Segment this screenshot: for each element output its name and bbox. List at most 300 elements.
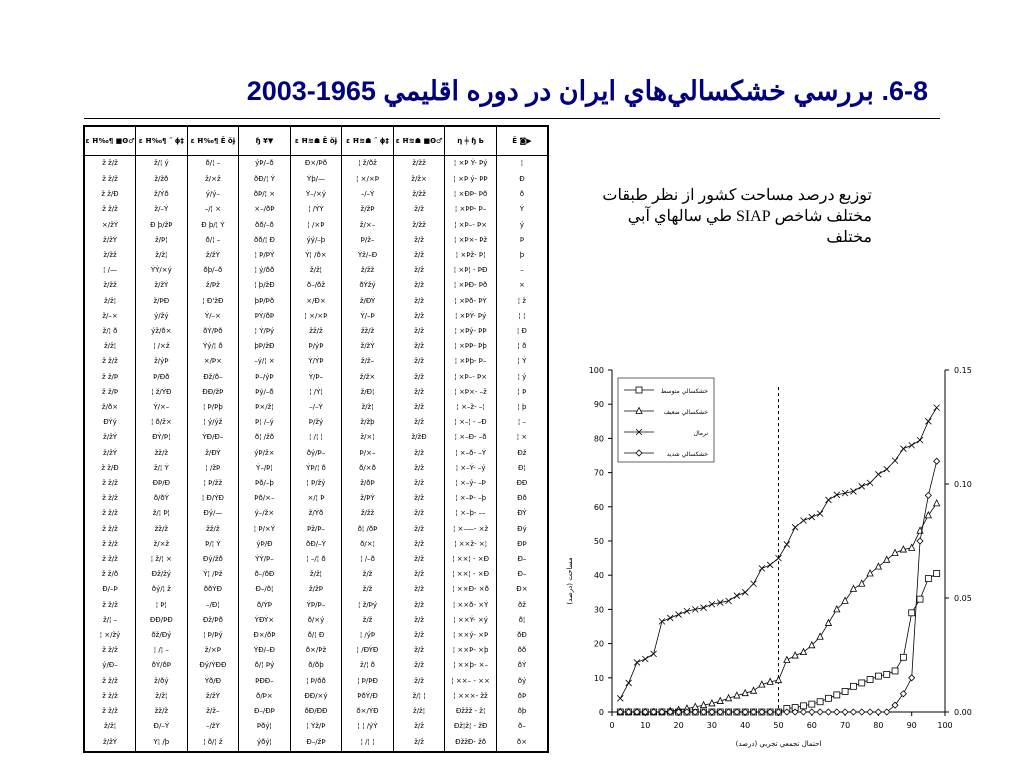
table-cell: Ð–/ð¦ [239, 582, 291, 597]
table-cell: ð¦ /žð [239, 430, 291, 445]
data-point [842, 688, 848, 694]
y-tick-label: 50 [593, 537, 604, 546]
table-cell: ðÐ [496, 628, 548, 643]
table-cell: ž/¦ Ý [136, 461, 188, 476]
table-cell: ¦ /¦ ¦ [290, 430, 342, 445]
data-point [909, 675, 915, 681]
table-header-cell: ɧ ¥▼ [239, 126, 291, 156]
table-cell: Ý¦ /ð× [290, 248, 342, 263]
table-cell: ¦ Þ/ÞÐ [342, 674, 394, 689]
table-cell: Þðý¦ [239, 719, 291, 734]
table-cell: ž/ž [393, 628, 445, 643]
table-cell: ¦ ×Þ Ý- Þý [445, 156, 497, 172]
table-header-cell: ε Ħ≋☗ Ē ǒɉ [290, 126, 342, 156]
table-cell: ¦ Ð [496, 324, 548, 339]
table-cell: ¦ ý/ðð [239, 263, 291, 278]
table-cell: ž/ž [393, 491, 445, 506]
data-point [800, 703, 806, 709]
table-cell: ž ž/Ð [84, 461, 136, 476]
table-cell: ž/žÝ [84, 734, 136, 752]
table-cell: ž ž/ž [84, 354, 136, 369]
y-tick-label: 40 [593, 571, 604, 581]
y2-tick-label: 0.05 [954, 594, 972, 603]
table-cell: Ð/–Ý [136, 719, 188, 734]
table-cell: ¦ Ý/Þý [239, 324, 291, 339]
table-cell: ÐÝ [496, 506, 548, 521]
data-point [875, 471, 881, 477]
table-cell: ý [496, 217, 548, 232]
table-header-row [84, 126, 548, 156]
table-cell: ž/ž [393, 354, 445, 369]
data-point [817, 633, 823, 639]
table-cell: ÐÞ [496, 537, 548, 552]
table-cell: ¦ Ð/ÝÐ [187, 491, 239, 506]
table-cell: ¦ ×Þ–- Þ× [445, 217, 497, 232]
table-cell: ž/ž [393, 476, 445, 491]
table-cell: ðÝ/Þð [187, 324, 239, 339]
table-cell: ž/žÝ [342, 339, 394, 354]
table-cell: ž/ž [393, 613, 445, 628]
table-cell: ž/žž [84, 248, 136, 263]
table-cell: Ðý/žð [187, 552, 239, 567]
table-cell: ž/ð× [84, 400, 136, 415]
table-cell: ðð [496, 643, 548, 658]
table-cell: ×–/ðÞ [239, 202, 291, 217]
table-cell: ð/¦ Þý [239, 658, 291, 673]
table-header-cell: ε Ħ‰¶ ■ʘ♂ [84, 126, 136, 156]
data-point [642, 656, 648, 662]
table-cell: ¦ ×–Þ- –þ [445, 491, 497, 506]
table-cell: ¦ Þ [496, 385, 548, 400]
table-cell: Þ/žý [290, 415, 342, 430]
table-cell: ð× [496, 734, 548, 752]
table-cell: ¦ ž [496, 293, 548, 308]
table-cell: ¦ /×Þ [290, 217, 342, 232]
table-cell: ž/žž [342, 263, 394, 278]
table-cell: ž/–× [84, 309, 136, 324]
table-cell: Ðžžž - ž¦ [445, 704, 497, 719]
table-row [84, 445, 548, 460]
table-cell: ž ž/ž [84, 202, 136, 217]
table-cell: ¦ ×Þ ý- ÞÞ [445, 172, 497, 187]
table-cell: ×/¦ Þ [290, 491, 342, 506]
table-row [84, 643, 548, 658]
data-point [900, 446, 906, 452]
data-point [917, 538, 923, 544]
table-cell: ¦ ý/ýž [187, 415, 239, 430]
table-cell: ÞÝ/ðÞ [239, 309, 291, 324]
x-tick-label: 10 [640, 721, 651, 730]
table-cell: ž/ž [393, 567, 445, 582]
table-cell: ð/¦ – [187, 233, 239, 248]
table-cell: ý/Ð– [84, 658, 136, 673]
table-cell: ÝÞ/Þ– [290, 597, 342, 612]
table-cell: ð/ðþ [290, 658, 342, 673]
table-cell: ž/žž [393, 217, 445, 232]
y-tick-label: 30 [593, 605, 604, 615]
y-tick-label: 90 [593, 400, 604, 410]
table-cell: ž ž/ž [84, 491, 136, 506]
table-cell: ž/ž [393, 385, 445, 400]
table-cell: ÐÐ [496, 476, 548, 491]
table-cell: ðý [496, 674, 548, 689]
table-cell: ¦ ××Ý- ×ý [445, 613, 497, 628]
table-cell: ž/ž [393, 202, 445, 217]
table-cell: ¦ ××ý- ×Þ [445, 628, 497, 643]
table-cell: ž ž/ž [84, 172, 136, 187]
table-cell: ž/žž [393, 156, 445, 172]
table-cell: Ý/–Þ [342, 309, 394, 324]
table-row [84, 263, 548, 278]
table-cell: ÝÝ/×ý [136, 263, 188, 278]
table-cell: Ðž/Þð [187, 613, 239, 628]
table-cell: ¦ ×ÐÞ- Þð [445, 187, 497, 202]
x-tick-label: 50 [773, 721, 784, 730]
data-point [867, 709, 873, 715]
data-point [909, 610, 915, 616]
table-cell: ð/×ý [290, 613, 342, 628]
table-cell: ¦ ×–ð- –Ý [445, 445, 497, 460]
data-point [850, 683, 856, 689]
data-point [726, 598, 732, 604]
table-cell: Þ/ž– [342, 233, 394, 248]
table-cell: ž/¦ Þ¦ [136, 506, 188, 521]
x-tick-label: 80 [873, 721, 884, 730]
data-point [825, 497, 831, 503]
data-point [842, 709, 848, 715]
table-cell: ž/ž¦ [290, 567, 342, 582]
table-cell: Ð– [496, 567, 548, 582]
table-cell: ¦ Þ/žý [290, 476, 342, 491]
table-row [84, 217, 548, 232]
table-cell: ž/žþ [342, 415, 394, 430]
table-cell: ð/×ð [342, 461, 394, 476]
table-cell: ¦ ×Þž- Þ¦ [445, 248, 497, 263]
table-row [84, 658, 548, 673]
data-point [767, 562, 773, 568]
table-cell: žž/ž [342, 324, 394, 339]
table-cell: ¦ ×–Ð- –ð [445, 430, 497, 445]
table-cell: ð×/ÝÐ [342, 704, 394, 719]
table-cell: ¦ ×/×Þ [290, 309, 342, 324]
data-point [701, 605, 707, 611]
table-body [84, 156, 548, 753]
data-point [709, 601, 715, 607]
table-cell: ¦ ××¦ - ×Ð [445, 552, 497, 567]
table-cell: Ð¦ [496, 461, 548, 476]
data-point [900, 691, 906, 697]
table-cell: ž/ž [393, 263, 445, 278]
table-cell: ¦ ×Þ×- Þž [445, 233, 497, 248]
table-row [84, 248, 548, 263]
table-cell: ¦ Þ/×Ý [239, 521, 291, 536]
data-point [892, 668, 898, 674]
table-cell: Ý/ÝÞ [290, 354, 342, 369]
table-cell: ¦ ××þ- ×– [445, 658, 497, 673]
data-point [684, 608, 690, 614]
table-cell: ž/žž [342, 506, 394, 521]
data-point [925, 418, 931, 424]
data-point [800, 517, 806, 523]
table-cell: ¦ ××ð- ×Ý [445, 597, 497, 612]
legend-marker [636, 387, 642, 393]
table-cell: ¦ þ/žÐ [239, 278, 291, 293]
table-cell: ž/ÐÝ [342, 293, 394, 308]
table-cell: Ý/–× [187, 309, 239, 324]
table-row [84, 233, 548, 248]
table-cell: ž/ž [393, 415, 445, 430]
data-point [934, 500, 940, 506]
table-cell: þ [496, 248, 548, 263]
table-row [84, 613, 548, 628]
table-cell: ÐÞ/Ð [136, 476, 188, 491]
table-cell: ž/ž× [342, 369, 394, 384]
data-point [884, 556, 890, 562]
data-point [800, 649, 806, 655]
table-cell: Þ×/ž¦ [239, 400, 291, 415]
data-point [825, 620, 831, 626]
y-tick-label: 100 [588, 366, 604, 375]
data-point [875, 563, 881, 569]
table-cell: ž/ðý [136, 674, 188, 689]
data-point [717, 600, 723, 606]
table-cell: –/Ð¦ [187, 597, 239, 612]
table-row [84, 156, 548, 172]
table-cell: ž ž/Ð [84, 187, 136, 202]
table-cell: ý/žý [136, 309, 188, 324]
table-cell: –/–Ý [290, 400, 342, 415]
y2-tick-label: 0.15 [954, 366, 972, 375]
data-point [909, 442, 915, 448]
table-cell: Þž/Þ– [290, 521, 342, 536]
table-row [84, 597, 548, 612]
data-point [867, 570, 873, 576]
table-cell: ð/Þ× [239, 689, 291, 704]
table-cell: Þð/–þ [239, 476, 291, 491]
table-cell: ¦ /ýÞ [342, 628, 394, 643]
table-cell: ÐÝ/Þ¦ [136, 430, 188, 445]
table-cell: ž ž/ž [84, 643, 136, 658]
table-cell: Ý [496, 202, 548, 217]
table-cell: ððÝÐ [187, 582, 239, 597]
data-point [659, 618, 665, 624]
table-cell: ÐžžÐ- žð [445, 734, 497, 752]
table-cell: ž/žÞ [290, 582, 342, 597]
table-cell: ÐÐ/žÞ [187, 385, 239, 400]
table-cell: ž/ž– [342, 354, 394, 369]
table-cell: ¦ ž/ÝÐ [136, 385, 188, 400]
table-cell: ž/¦ – [84, 613, 136, 628]
table-cell: ž/¦ ð [342, 658, 394, 673]
table-cell: ž/Ýð [136, 187, 188, 202]
table-cell: Ðž [496, 445, 548, 460]
table-cell: ž ž/ž [84, 689, 136, 704]
table-cell: –/–Ý [342, 187, 394, 202]
table-cell: ž/ž [393, 309, 445, 324]
table-cell: ¦ ×ÞÝ- Þý [445, 309, 497, 324]
table-cell: ð¦ /ðÞ [342, 521, 394, 536]
table-cell: ¦ ××¦ - ×Ð [445, 567, 497, 582]
table-cell: ÝÐ/–Ð [239, 643, 291, 658]
table-cell: ð/ÝÞ [239, 597, 291, 612]
table-cell: × [496, 278, 548, 293]
table-row [84, 187, 548, 202]
data-point [809, 701, 815, 707]
table-cell: ž/ÞÐ [136, 293, 188, 308]
table-row [84, 567, 548, 582]
data-point [809, 514, 815, 520]
table-cell: Ý–/Þ¦ [239, 461, 291, 476]
table-header-cell: ε Ħ‰¶ Ē ǒɉ [187, 126, 239, 156]
table-cell: ž ž/ž [84, 506, 136, 521]
table-cell: –ý/¦ × [239, 354, 291, 369]
title-divider [84, 118, 940, 119]
data-point [759, 565, 765, 571]
table-cell: ¦ ××ž- ×¦ [445, 537, 497, 552]
table-cell: ÝÐ/Ð– [187, 430, 239, 445]
table-cell: ÝÞ/¦ ð [290, 461, 342, 476]
table-cell: ¦ ×–¦ - –Ð [445, 415, 497, 430]
table-cell: ¦ Þ/ÞÝ [239, 248, 291, 263]
data-point [917, 437, 923, 443]
table-cell: Ð/–Þ [84, 582, 136, 597]
y2-tick-label: 0.10 [954, 480, 972, 489]
table-cell: Ðž/ð– [187, 369, 239, 384]
table-cell: ž/ž [393, 278, 445, 293]
y-tick-label: 70 [593, 468, 604, 478]
table-cell: ðý/Þ– [290, 445, 342, 460]
legend-label: خشكسالي متوسط [660, 388, 708, 395]
table-cell: ž/ÐÝ [187, 445, 239, 460]
data-point [817, 699, 823, 705]
table-cell: ¦ – [496, 415, 548, 430]
data-point [751, 687, 757, 693]
table-cell: ¦ Ý [496, 354, 548, 369]
table-cell: ¦ –/¦ ð [290, 552, 342, 567]
table-cell: ž/ž¦ [290, 263, 342, 278]
table-cell: ¦ /ÐÝÐ [342, 643, 394, 658]
table-cell: ž/ž¦ [84, 339, 136, 354]
table-cell: ðÞ/¦ × [239, 187, 291, 202]
table-cell: ¦ ý [496, 369, 548, 384]
table-cell: Ð þ/žÞ [136, 217, 188, 232]
table-cell: ž/ž [393, 643, 445, 658]
table-cell: ž/ž [393, 461, 445, 476]
table-cell: ¦ ×–ž- –¦ [445, 400, 497, 415]
table-cell: ž/Ýð [290, 506, 342, 521]
table-cell: ž ž/ž [84, 674, 136, 689]
data-point [850, 585, 856, 591]
siap-table [83, 125, 549, 753]
table-cell: ¦ ×/×Þ [342, 172, 394, 187]
table-cell: ž/ž [342, 582, 394, 597]
table-cell: ž/žÝ [187, 689, 239, 704]
table-cell: ðÝ/ðÞ [136, 658, 188, 673]
table-cell: ÞðÝ/Ð [342, 689, 394, 704]
table-header-cell: ε Ħ‰¶ ˝ ɸ‡ [136, 126, 188, 156]
data-point [800, 709, 806, 715]
data-point [875, 709, 881, 715]
table-row [84, 172, 548, 187]
table-cell: Ð–/žÞ [290, 734, 342, 752]
table-cell: ž/ž [342, 613, 394, 628]
table-cell: Þ [496, 233, 548, 248]
x-tick-label: 40 [740, 721, 751, 730]
table-cell: ž ž/Þ [84, 385, 136, 400]
table-cell: ž/ž [393, 324, 445, 339]
chart-description: توزيع درصد مساحت كشور از نظر طبقات مختلف شاخص SIAP طي سالهاي آبي مختلف [602, 187, 872, 246]
table-cell: ž/×ž [136, 537, 188, 552]
table-cell: ž/ž [393, 233, 445, 248]
table-cell: –/žÝ [187, 719, 239, 734]
data-point [917, 596, 923, 602]
table-cell: ¦ ð [496, 339, 548, 354]
table-cell: ¦ ×–Ý- –ý [445, 461, 497, 476]
table-cell: ðþ/–ð [187, 263, 239, 278]
data-point [817, 709, 823, 715]
table-cell: ž/ÞÝ [342, 491, 394, 506]
table-cell: ¦ /–ð [342, 552, 394, 567]
table-cell: ž/ðÞ [342, 476, 394, 491]
table-row [84, 734, 548, 752]
table-cell: Ðý [496, 521, 548, 536]
table-cell: ž/ž [393, 369, 445, 384]
table-cell: þÞ/Þð [239, 293, 291, 308]
table-row [84, 674, 548, 689]
table-cell: ¦ ××– - ×× [445, 674, 497, 689]
table-cell: ÐÐ/ÞÐ [136, 613, 188, 628]
y-tick-label: 20 [593, 639, 604, 649]
table-cell: ÞÐÐ– [239, 674, 291, 689]
table-cell: ž/ž [393, 339, 445, 354]
x-tick-label: 0 [609, 721, 615, 730]
table-cell: ¦ Þ/Þý [187, 628, 239, 643]
table-cell: Þ/ýÞ [290, 339, 342, 354]
x-tick-label: 20 [673, 721, 684, 730]
table-cell: ž ž/ž [84, 156, 136, 172]
table-cell: ¦ /¦ ¦ [342, 734, 394, 752]
table-cell: Ð þ/¦ Ý [187, 217, 239, 232]
table-cell: Þ/¦ Ý [187, 537, 239, 552]
table-cell: ðž/Ðý [136, 628, 188, 643]
data-point [742, 589, 748, 595]
table-cell: ðÝžý [342, 278, 394, 293]
table-cell: ¦ ð/ž× [136, 415, 188, 430]
table-cell: ¦ /— [84, 263, 136, 278]
table-row [84, 293, 548, 308]
table-cell: ž/×ž [187, 172, 239, 187]
table-row [84, 202, 548, 217]
table-cell: ž/ž [393, 674, 445, 689]
table-cell: ž ž/ž [84, 537, 136, 552]
table-cell: Ý¦ /þ [136, 734, 188, 752]
table-cell: Ð [496, 172, 548, 187]
data-point [834, 692, 840, 698]
table-cell: ðÝ [496, 658, 548, 673]
table-cell: ¦ þ [496, 400, 548, 415]
table-cell: Ðž¦ž¦ - žÐ [445, 719, 497, 734]
data-point [867, 677, 873, 683]
table-row [84, 476, 548, 491]
table-cell: ž/ž¦ [136, 689, 188, 704]
data-point [817, 511, 823, 517]
table-cell: ž/Þ¦ [136, 233, 188, 248]
table-cell: ž/žÝ [84, 445, 136, 460]
table-cell: ¦ ×Þþ- Þ– [445, 354, 497, 369]
table-cell: ¦ ž/¦ × [136, 552, 188, 567]
table-cell: žž/ž [136, 445, 188, 460]
table-cell: ð– [496, 719, 548, 734]
